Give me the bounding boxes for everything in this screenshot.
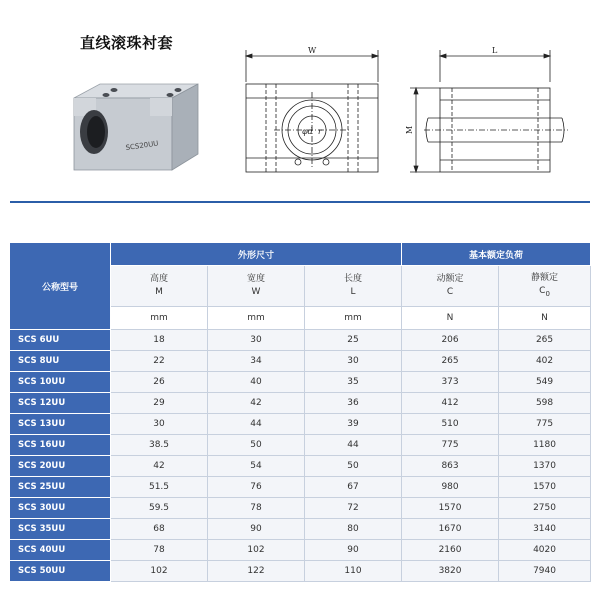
- side-view-drawing: [400, 42, 580, 192]
- model-cell: SCS 16UU: [10, 435, 111, 456]
- value-cell: 72: [305, 498, 402, 519]
- value-cell: 36: [305, 393, 402, 414]
- table-row: [10, 519, 591, 540]
- value-cell: 42: [208, 393, 305, 414]
- value-cell: 206: [402, 330, 499, 351]
- column-header: [208, 266, 305, 307]
- value-cell: 1180: [499, 435, 591, 456]
- value-cell: 78: [111, 540, 208, 561]
- model-cell: SCS 10UU: [10, 372, 111, 393]
- value-cell: 2160: [402, 540, 499, 561]
- value-cell: 775: [402, 435, 499, 456]
- value-cell: 1570: [402, 498, 499, 519]
- value-cell: 38.5: [111, 435, 208, 456]
- product-marking: SCS20UU: [125, 139, 159, 152]
- value-cell: 51.5: [111, 477, 208, 498]
- value-cell: 50: [208, 435, 305, 456]
- value-cell: 40: [208, 372, 305, 393]
- value-cell: 42: [111, 456, 208, 477]
- value-cell: 50: [305, 456, 402, 477]
- value-cell: 68: [111, 519, 208, 540]
- spec-table: [9, 242, 591, 582]
- column-header: [305, 266, 402, 307]
- value-cell: 44: [208, 414, 305, 435]
- value-cell: 7940: [499, 561, 591, 582]
- column-unit: N: [499, 307, 591, 330]
- dimensions-group-header: 外形尺寸: [111, 243, 402, 266]
- svg-text:φd: φd: [302, 127, 313, 136]
- spec-table-container: [9, 242, 590, 582]
- model-column-header: 公称型号: [10, 243, 111, 330]
- column-unit: mm: [208, 307, 305, 330]
- column-name: 宽度: [246, 274, 265, 284]
- value-cell: 102: [111, 561, 208, 582]
- svg-text:W: W: [308, 46, 317, 55]
- value-cell: 25: [305, 330, 402, 351]
- table-row: [10, 372, 591, 393]
- value-cell: 39: [305, 414, 402, 435]
- value-cell: 510: [402, 414, 499, 435]
- value-cell: 44: [305, 435, 402, 456]
- model-cell: SCS 6UU: [10, 330, 111, 351]
- page-title: 直线滚珠衬套: [80, 34, 174, 52]
- value-cell: 30: [111, 414, 208, 435]
- value-cell: 863: [402, 456, 499, 477]
- column-symbol: C: [446, 287, 454, 297]
- value-cell: 265: [402, 351, 499, 372]
- value-cell: 412: [402, 393, 499, 414]
- value-cell: 78: [208, 498, 305, 519]
- value-cell: 67: [305, 477, 402, 498]
- table-row: [10, 477, 591, 498]
- model-cell: SCS 30UU: [10, 498, 111, 519]
- table-row: [10, 393, 591, 414]
- column-symbol: $C_0$: [539, 285, 550, 298]
- value-cell: 30: [305, 351, 402, 372]
- front-view-drawing: [232, 42, 392, 192]
- model-cell: SCS 35UU: [10, 519, 111, 540]
- value-cell: 3820: [402, 561, 499, 582]
- value-cell: 2750: [499, 498, 591, 519]
- value-cell: 402: [499, 351, 591, 372]
- column-symbol: L: [350, 287, 356, 297]
- value-cell: 549: [499, 372, 591, 393]
- value-cell: 102: [208, 540, 305, 561]
- value-cell: 18: [111, 330, 208, 351]
- value-cell: 1670: [402, 519, 499, 540]
- table-row: [10, 351, 591, 372]
- column-name: 长度: [344, 274, 363, 284]
- table-row: [10, 435, 591, 456]
- table-row: [10, 540, 591, 561]
- value-cell: 1370: [499, 456, 591, 477]
- value-cell: 22: [111, 351, 208, 372]
- table-row: [10, 498, 591, 519]
- section-divider: [10, 201, 590, 203]
- table-row: [10, 561, 591, 582]
- value-cell: 775: [499, 414, 591, 435]
- column-unit: mm: [111, 307, 208, 330]
- value-cell: 265: [499, 330, 591, 351]
- column-symbol: W: [251, 287, 261, 297]
- value-cell: 373: [402, 372, 499, 393]
- value-cell: 34: [208, 351, 305, 372]
- column-name: 静额定: [531, 272, 559, 283]
- column-name: 高度: [149, 274, 168, 284]
- column-unit: mm: [305, 307, 402, 330]
- svg-text:L: L: [492, 46, 498, 55]
- column-symbol: M: [155, 287, 163, 297]
- model-cell: SCS 13UU: [10, 414, 111, 435]
- value-cell: 80: [305, 519, 402, 540]
- value-cell: 122: [208, 561, 305, 582]
- svg-text:r: r: [318, 127, 322, 136]
- value-cell: 54: [208, 456, 305, 477]
- svg-text:M: M: [405, 125, 414, 134]
- model-cell: SCS 12UU: [10, 393, 111, 414]
- value-cell: 59.5: [111, 498, 208, 519]
- table-row: [10, 456, 591, 477]
- value-cell: 1570: [499, 477, 591, 498]
- spec-table-body: [10, 330, 591, 582]
- value-cell: 26: [111, 372, 208, 393]
- product-photo: [66, 66, 206, 186]
- value-cell: 4020: [499, 540, 591, 561]
- table-row: [10, 330, 591, 351]
- value-cell: 980: [402, 477, 499, 498]
- column-header: [111, 266, 208, 307]
- value-cell: 598: [499, 393, 591, 414]
- column-unit: N: [402, 307, 499, 330]
- value-cell: 30: [208, 330, 305, 351]
- model-cell: SCS 25UU: [10, 477, 111, 498]
- value-cell: 29: [111, 393, 208, 414]
- model-cell: SCS 20UU: [10, 456, 111, 477]
- load-rating-group-header: 基本额定负荷: [402, 243, 591, 266]
- value-cell: 90: [305, 540, 402, 561]
- column-name: 动额定: [436, 274, 464, 284]
- column-header: [499, 266, 591, 307]
- model-cell: SCS 50UU: [10, 561, 111, 582]
- value-cell: 90: [208, 519, 305, 540]
- table-row: [10, 414, 591, 435]
- value-cell: 110: [305, 561, 402, 582]
- model-cell: SCS 8UU: [10, 351, 111, 372]
- model-cell: SCS 40UU: [10, 540, 111, 561]
- column-header: [402, 266, 499, 307]
- value-cell: 35: [305, 372, 402, 393]
- value-cell: 3140: [499, 519, 591, 540]
- value-cell: 76: [208, 477, 305, 498]
